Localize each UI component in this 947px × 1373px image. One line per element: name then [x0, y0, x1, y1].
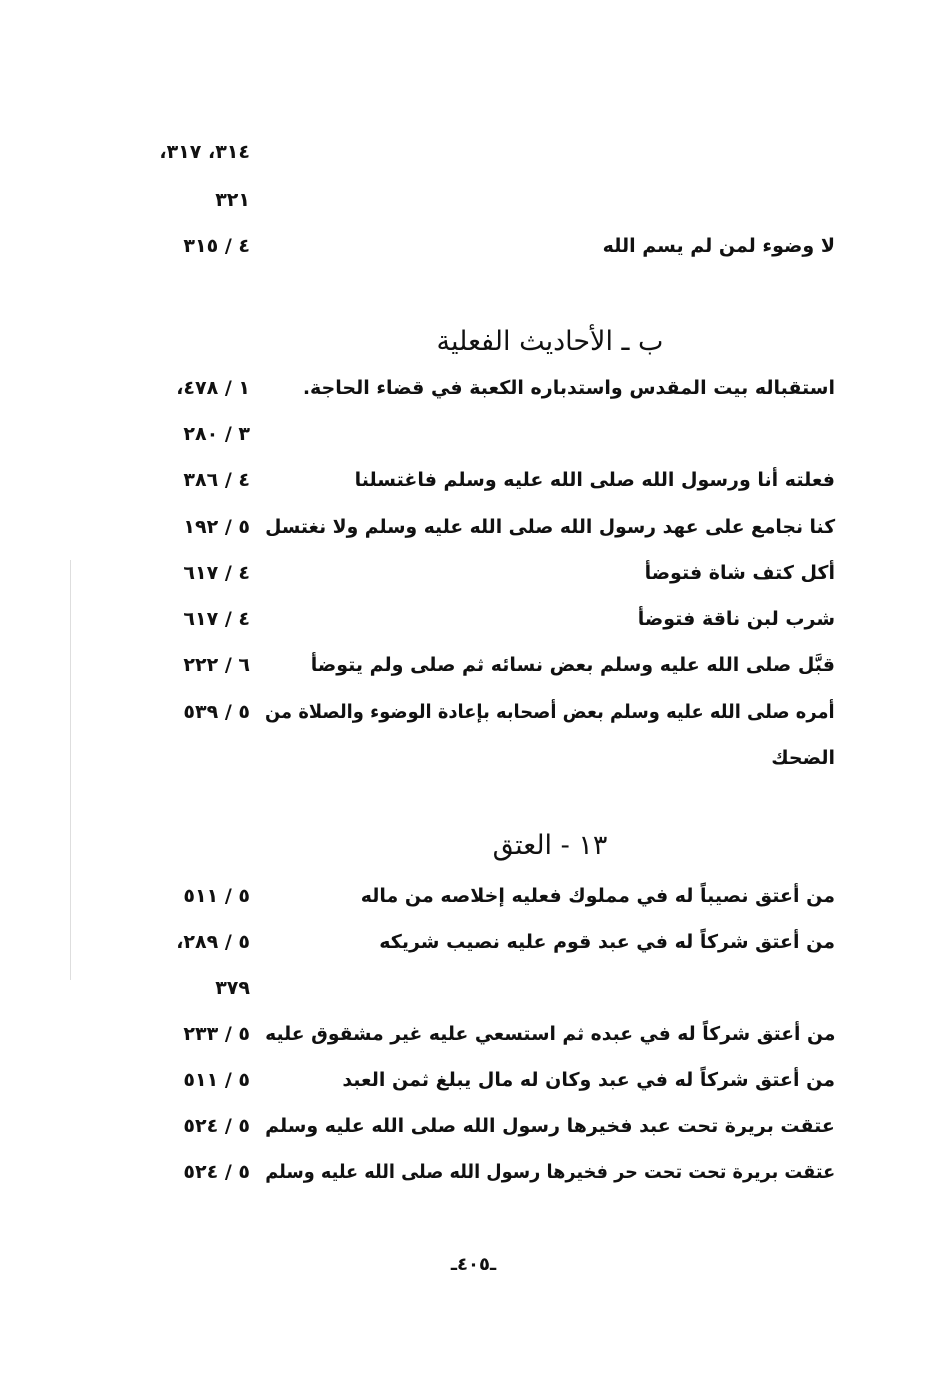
volume-page-ref: ٤ / ٣٨٦: [183, 469, 250, 491]
ref-continuation-line-1: [0, 132, 947, 172]
index-entry: [0, 1152, 947, 1192]
hadith-text: شرب لبن ناقة فتوضأ: [637, 608, 835, 630]
volume-page-ref: ٤ / ٦١٧: [183, 608, 250, 630]
index-entry: [0, 460, 947, 500]
volume-page-ref: ٣ / ٢٨٠: [183, 423, 250, 445]
index-entry-continuation: [0, 968, 947, 1008]
volume-page-ref: ٥ / ٥١١: [183, 885, 250, 907]
index-entry: [0, 1060, 947, 1100]
volume-page-ref: ١ / ٤٧٨،: [176, 377, 250, 399]
hadith-text: عتقت بريرة تحت تحت حر فخيرها رسول الله صلى الله عليه وسلم: [265, 1161, 835, 1183]
index-entry: [0, 553, 947, 593]
volume-page-ref: ٥ / ٢٨٩،: [176, 931, 250, 953]
volume-page-ref: ٣٧٩: [215, 977, 250, 999]
index-entry: [0, 599, 947, 639]
hadith-text: من أعتق نصيباً له في مملوك فعليه إخلاصه من ماله: [360, 885, 835, 907]
ref-cont-2: ٣٢١: [215, 189, 250, 211]
hadith-text: عتقت بريرة تحت عبد فخيرها رسول الله صلى الله عليه وسلم: [265, 1115, 835, 1137]
hadith-text: قبَّل صلى الله عليه وسلم بعض نسائه ثم صلى ولم يتوضأ: [310, 654, 835, 676]
chapter-heading: ١٣ - العتق: [492, 830, 608, 861]
hadith-text: استقباله بيت المقدس واستدباره الكعبة في قضاء الحاجة.: [302, 377, 835, 399]
volume-page-ref: ٥ / ٢٣٣: [183, 1023, 250, 1045]
index-entry: [0, 876, 947, 916]
hadith-text: أكل كتف شاة فتوضأ: [644, 562, 835, 584]
index-entry: [0, 226, 947, 266]
hadith-text: الضحك: [771, 747, 835, 769]
index-entry: [0, 1014, 947, 1054]
volume-page-ref: ٤ / ٦١٧: [183, 562, 250, 584]
index-entry: [0, 692, 947, 732]
index-entry-continuation: [0, 738, 947, 778]
index-entry: [0, 645, 947, 685]
hadith-text: من أعتق شركاً له في عبده ثم استسعي عليه غير مشقوق عليه: [264, 1023, 835, 1045]
index-entry: [0, 1106, 947, 1146]
volume-page-ref: ٥ / ٥٢٤: [183, 1115, 250, 1137]
index-entry: [0, 507, 947, 547]
page-number: ـ٤٠٥ـ: [450, 1254, 497, 1275]
hadith-text: لا وضوء لمن لم يسم الله: [602, 235, 835, 257]
ref-continuation-line-2: [0, 180, 947, 220]
section-heading: ب ـ الأحاديث الفعلية: [436, 326, 664, 357]
volume-page-ref: ٥ / ٥١١: [183, 1069, 250, 1091]
volume-page-ref: ٥ / ٥٢٤: [183, 1161, 250, 1183]
volume-page-ref: ٦ / ٢٢٢: [183, 654, 250, 676]
index-entry: [0, 922, 947, 962]
index-entry: [0, 368, 947, 408]
hadith-text: من أعتق شركاً له في عبد قوم عليه نصيب شريكه: [379, 931, 835, 953]
hadith-text: فعلته أنا ورسول الله صلى الله عليه وسلم فاغتسلنا: [354, 469, 835, 491]
volume-page-ref: ٤ / ٣١٥: [183, 235, 250, 257]
ref-cont-1: ٣١٤، ٣١٧،: [159, 141, 250, 163]
volume-page-ref: ٥ / ٥٣٩: [183, 701, 250, 723]
index-entry-continuation: [0, 414, 947, 454]
volume-page-ref: ٥ / ١٩٢: [183, 516, 250, 538]
hadith-text: كنا نجامع على عهد رسول الله صلى الله عليه وسلم ولا نغتسل: [264, 516, 835, 538]
hadith-text: أمره صلى الله عليه وسلم بعض أصحابه بإعادة الوضوء والصلاة من: [265, 701, 835, 723]
hadith-text: من أعتق شركاً له في عبد وكان له مال يبلغ ثمن العبد: [342, 1069, 835, 1091]
